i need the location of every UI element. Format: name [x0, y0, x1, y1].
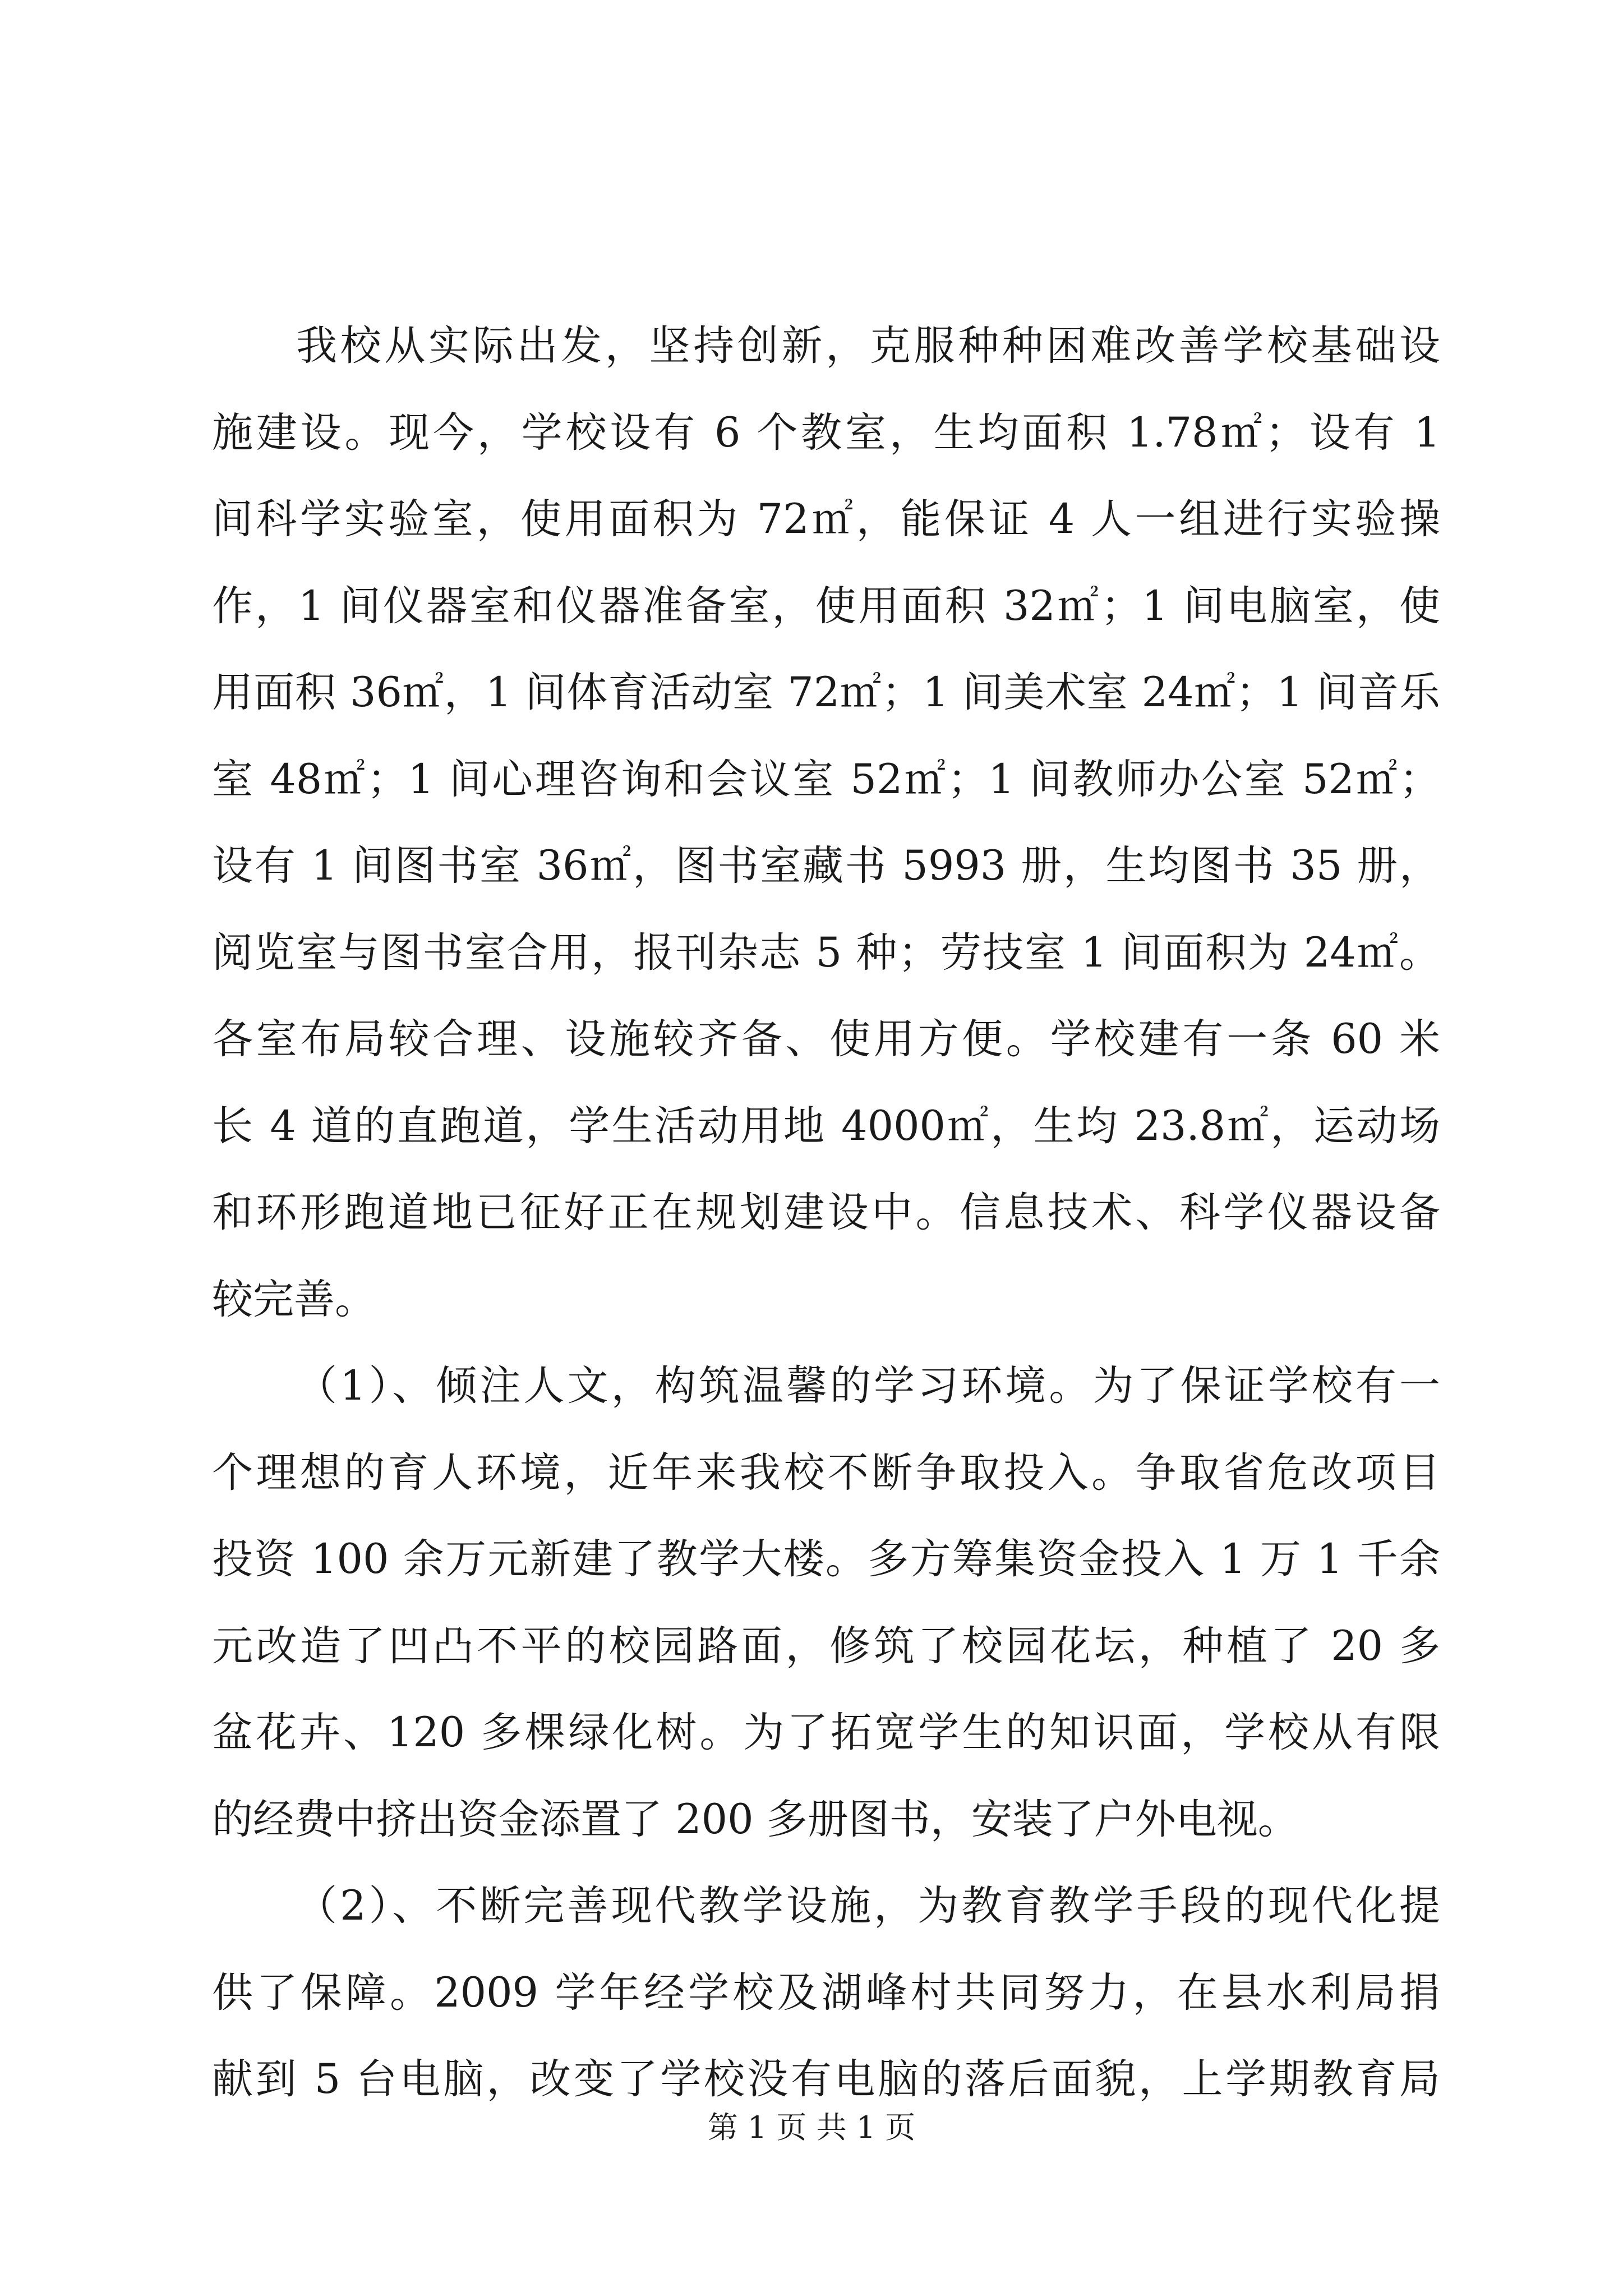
paragraph-item-2	[212, 1863, 1440, 2123]
text-line: 供了保障。2009 学年经学校及湖峰村共同努力，在县水利局捐	[212, 1968, 1440, 2017]
text-line: 投资 100 余万元新建了教学大楼。多方筹集资金投入 1 万 1 千余	[212, 1535, 1440, 1583]
text-line: 较完善。	[212, 1275, 376, 1323]
paragraph-item-1	[212, 1343, 1440, 1863]
document-body	[212, 303, 1440, 2123]
text-line: 阅览室与图书室合用，报刊杂志 5 种；劳技室 1 间面积为 24㎡。	[212, 928, 1440, 977]
text-line: （1）、倾注人文，构筑温馨的学习环境。为了保证学校有一	[296, 1362, 1440, 1410]
text-line: 我校从实际出发，坚持创新，克服种种困难改善学校基础设	[296, 322, 1440, 370]
paragraph-facilities	[212, 303, 1440, 1343]
text-line: 用面积 36㎡，1 间体育活动室 72㎡；1 间美术室 24㎡；1 间音乐	[212, 669, 1440, 716]
text-line: 盆花卉、120 多棵绿化树。为了拓宽学生的知识面，学校从有限	[212, 1709, 1440, 1756]
text-line: 间科学实验室，使用面积为 72㎡，能保证 4 人一组进行实验操	[212, 495, 1440, 543]
text-line: 室 48㎡；1 间心理咨询和会议室 52㎡；1 间教师办公室 52㎡；	[212, 755, 1440, 803]
text-line: 献到 5 台电脑，改变了学校没有电脑的落后面貌，上学期教育局	[212, 2055, 1440, 2103]
text-line: 和环形跑道地已征好正在规划建设中。信息技术、科学仪器设备	[212, 1189, 1440, 1236]
text-line: 元改造了凹凸不平的校园路面，修筑了校园花坛，种植了 20 多	[212, 1622, 1440, 1670]
page-footer	[0, 2108, 1623, 2147]
page-number-label: 第 1 页 共 1 页	[707, 2110, 916, 2145]
text-line: 长 4 道的直跑道，学生活动用地 4000㎡，生均 23.8㎡，运动场	[212, 1102, 1440, 1150]
text-line: 各室布局较合理、设施较齐备、使用方便。学校建有一条 60 米	[212, 1015, 1440, 1063]
text-line: （2）、不断完善现代教学设施，为教育教学手段的现代化提	[296, 1882, 1440, 1930]
text-line: 设有 1 间图书室 36㎡，图书室藏书 5993 册，生均图书 35 册，	[212, 842, 1440, 890]
text-line: 施建设。现今，学校设有 6 个教室，生均面积 1.78㎡；设有 1	[212, 408, 1440, 457]
text-line: 作，1 间仪器室和仪器准备室，使用面积 32㎡；1 间电脑室，使	[212, 582, 1440, 630]
text-line: 的经费中挤出资金添置了 200 多册图书，安装了户外电视。	[212, 1795, 1299, 1843]
text-line: 个理想的育人环境，近年来我校不断争取投入。争取省危改项目	[212, 1448, 1440, 1497]
